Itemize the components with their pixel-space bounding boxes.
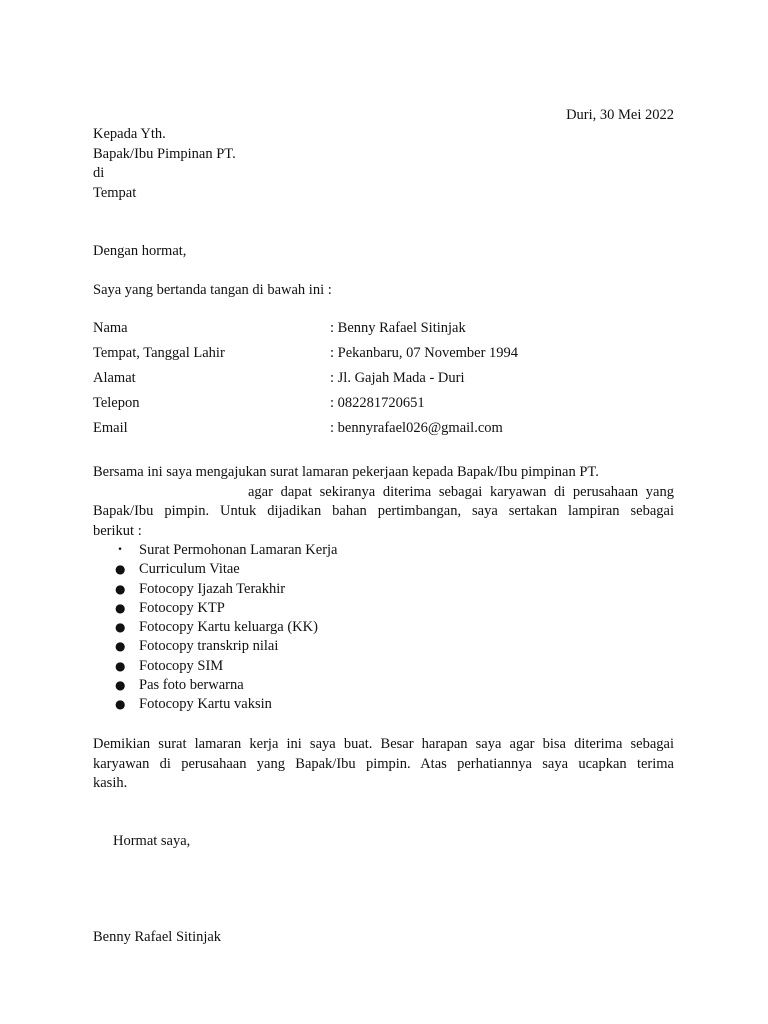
field-value-alamat: : Jl. Gajah Mada - Duri: [330, 370, 465, 386]
list-item: [93, 657, 338, 676]
application-line-2: agar dapat sekiranya diterima sebagai karyawan di perusahaan yang: [248, 483, 674, 500]
attachment-label: Pas foto berwarna: [139, 677, 244, 694]
bullet-icon: ●: [115, 600, 126, 615]
list-item: [93, 637, 338, 656]
recipient-line-2: Bapak/Ibu Pimpinan PT.: [93, 146, 236, 162]
bullet-icon: ●: [115, 620, 126, 635]
attachment-label: Fotocopy Ijazah Terakhir: [139, 580, 286, 597]
bullet-icon: ●: [115, 562, 126, 577]
list-item: [93, 676, 338, 695]
bullet-icon: ●: [115, 658, 126, 673]
bullet-icon: ●: [115, 639, 126, 654]
attachment-label: Fotocopy Kartu keluarga (KK): [139, 619, 318, 636]
attachment-label: Surat Permohonan Lamaran Kerja: [139, 542, 338, 558]
attachment-label: Fotocopy transkrip nilai: [139, 638, 279, 655]
field-label-nama: Nama: [93, 320, 128, 336]
closing-line-3: kasih.: [93, 775, 128, 791]
field-value-telepon: : 082281720651: [330, 395, 425, 411]
closing-line-2: karyawan di perusahaan yang Bapak/Ibu pimpin. Atas perhatiannya saya ucapkan terima: [93, 755, 674, 772]
closing-paragraph: [93, 735, 674, 794]
field-label-ttl: Tempat, Tanggal Lahir: [93, 345, 225, 361]
list-item: [93, 541, 338, 560]
list-item: [93, 560, 338, 579]
bullet-icon: ●: [115, 581, 126, 596]
intro-text: Saya yang bertanda tangan di bawah ini :: [93, 282, 332, 298]
attachment-list: [93, 541, 338, 715]
recipient-line-4: Tempat: [93, 185, 137, 201]
list-item: [93, 695, 338, 714]
field-label-alamat: Alamat: [93, 370, 136, 386]
field-value-email: : bennyrafael026@gmail.com: [330, 420, 503, 436]
application-line-3: Bapak/Ibu pimpin. Untuk dijadikan bahan pertimbangan, saya sertakan lampiran sebagai: [93, 503, 674, 519]
greeting: Dengan hormat,: [93, 243, 187, 259]
bullet-icon: •: [117, 545, 123, 555]
field-value-nama: : Benny Rafael Sitinjak: [330, 320, 466, 336]
bullet-icon: ●: [115, 678, 126, 693]
bullet-icon: ●: [115, 697, 126, 712]
attachment-label: Fotocopy SIM: [139, 657, 224, 674]
attachment-label: Curriculum Vitae: [139, 561, 240, 578]
field-value-ttl: : Pekanbaru, 07 November 1994: [330, 345, 519, 361]
sign-off: Hormat saya,: [113, 833, 191, 849]
attachment-label: Fotocopy KTP: [139, 599, 225, 616]
attachment-label: Fotocopy Kartu vaksin: [139, 696, 272, 713]
recipient-line-3: di: [93, 165, 105, 181]
application-paragraph: [93, 463, 674, 541]
list-item: [93, 580, 338, 599]
application-line-1: Bersama ini saya mengajukan surat lamaran pekerjaan kepada Bapak/Ibu pimpinan PT.: [93, 464, 599, 480]
recipient-line-1: Kepada Yth.: [93, 126, 166, 142]
closing-line-1: Demikian surat lamaran kerja ini saya buat. Besar harapan saya agar bisa diterima sebagai: [93, 736, 674, 752]
application-line-4: berikut :: [93, 522, 142, 539]
place-date: Duri, 30 Mei 2022: [566, 107, 674, 123]
list-item: [93, 599, 338, 618]
field-label-telepon: Telepon: [93, 395, 140, 411]
field-label-email: Email: [93, 420, 128, 436]
signature-name: Benny Rafael Sitinjak: [93, 929, 222, 945]
list-item: [93, 618, 338, 637]
